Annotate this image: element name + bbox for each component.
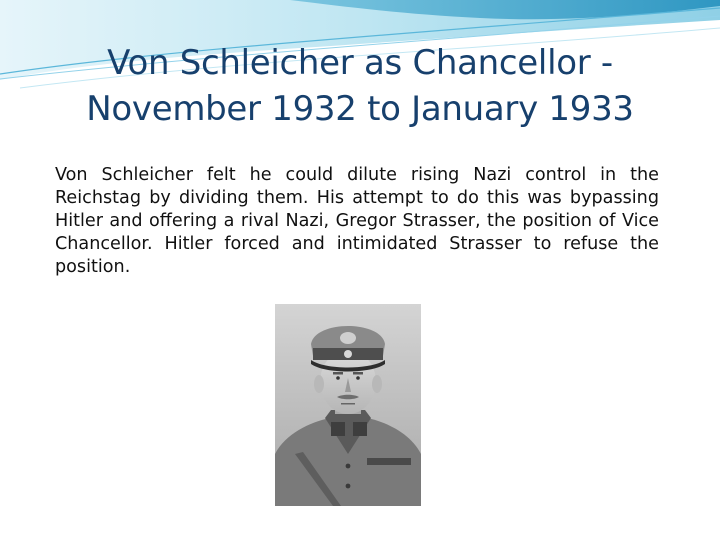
slide-body-text: Von Schleicher felt he could dilute rising Nazi control in the Reichstag by dividing them. His attempt to do this was bypassing Hitler and offering a rival Nazi, Gregor Strasser, the position of Vice Chancellor. Hitler forced and intimidated Strasser to refuse the position.	[55, 165, 659, 277]
portrait-photo	[275, 304, 421, 506]
slide-title: Von Schleicher as Chancellor - November 1932 to January 1933	[86, 43, 634, 129]
